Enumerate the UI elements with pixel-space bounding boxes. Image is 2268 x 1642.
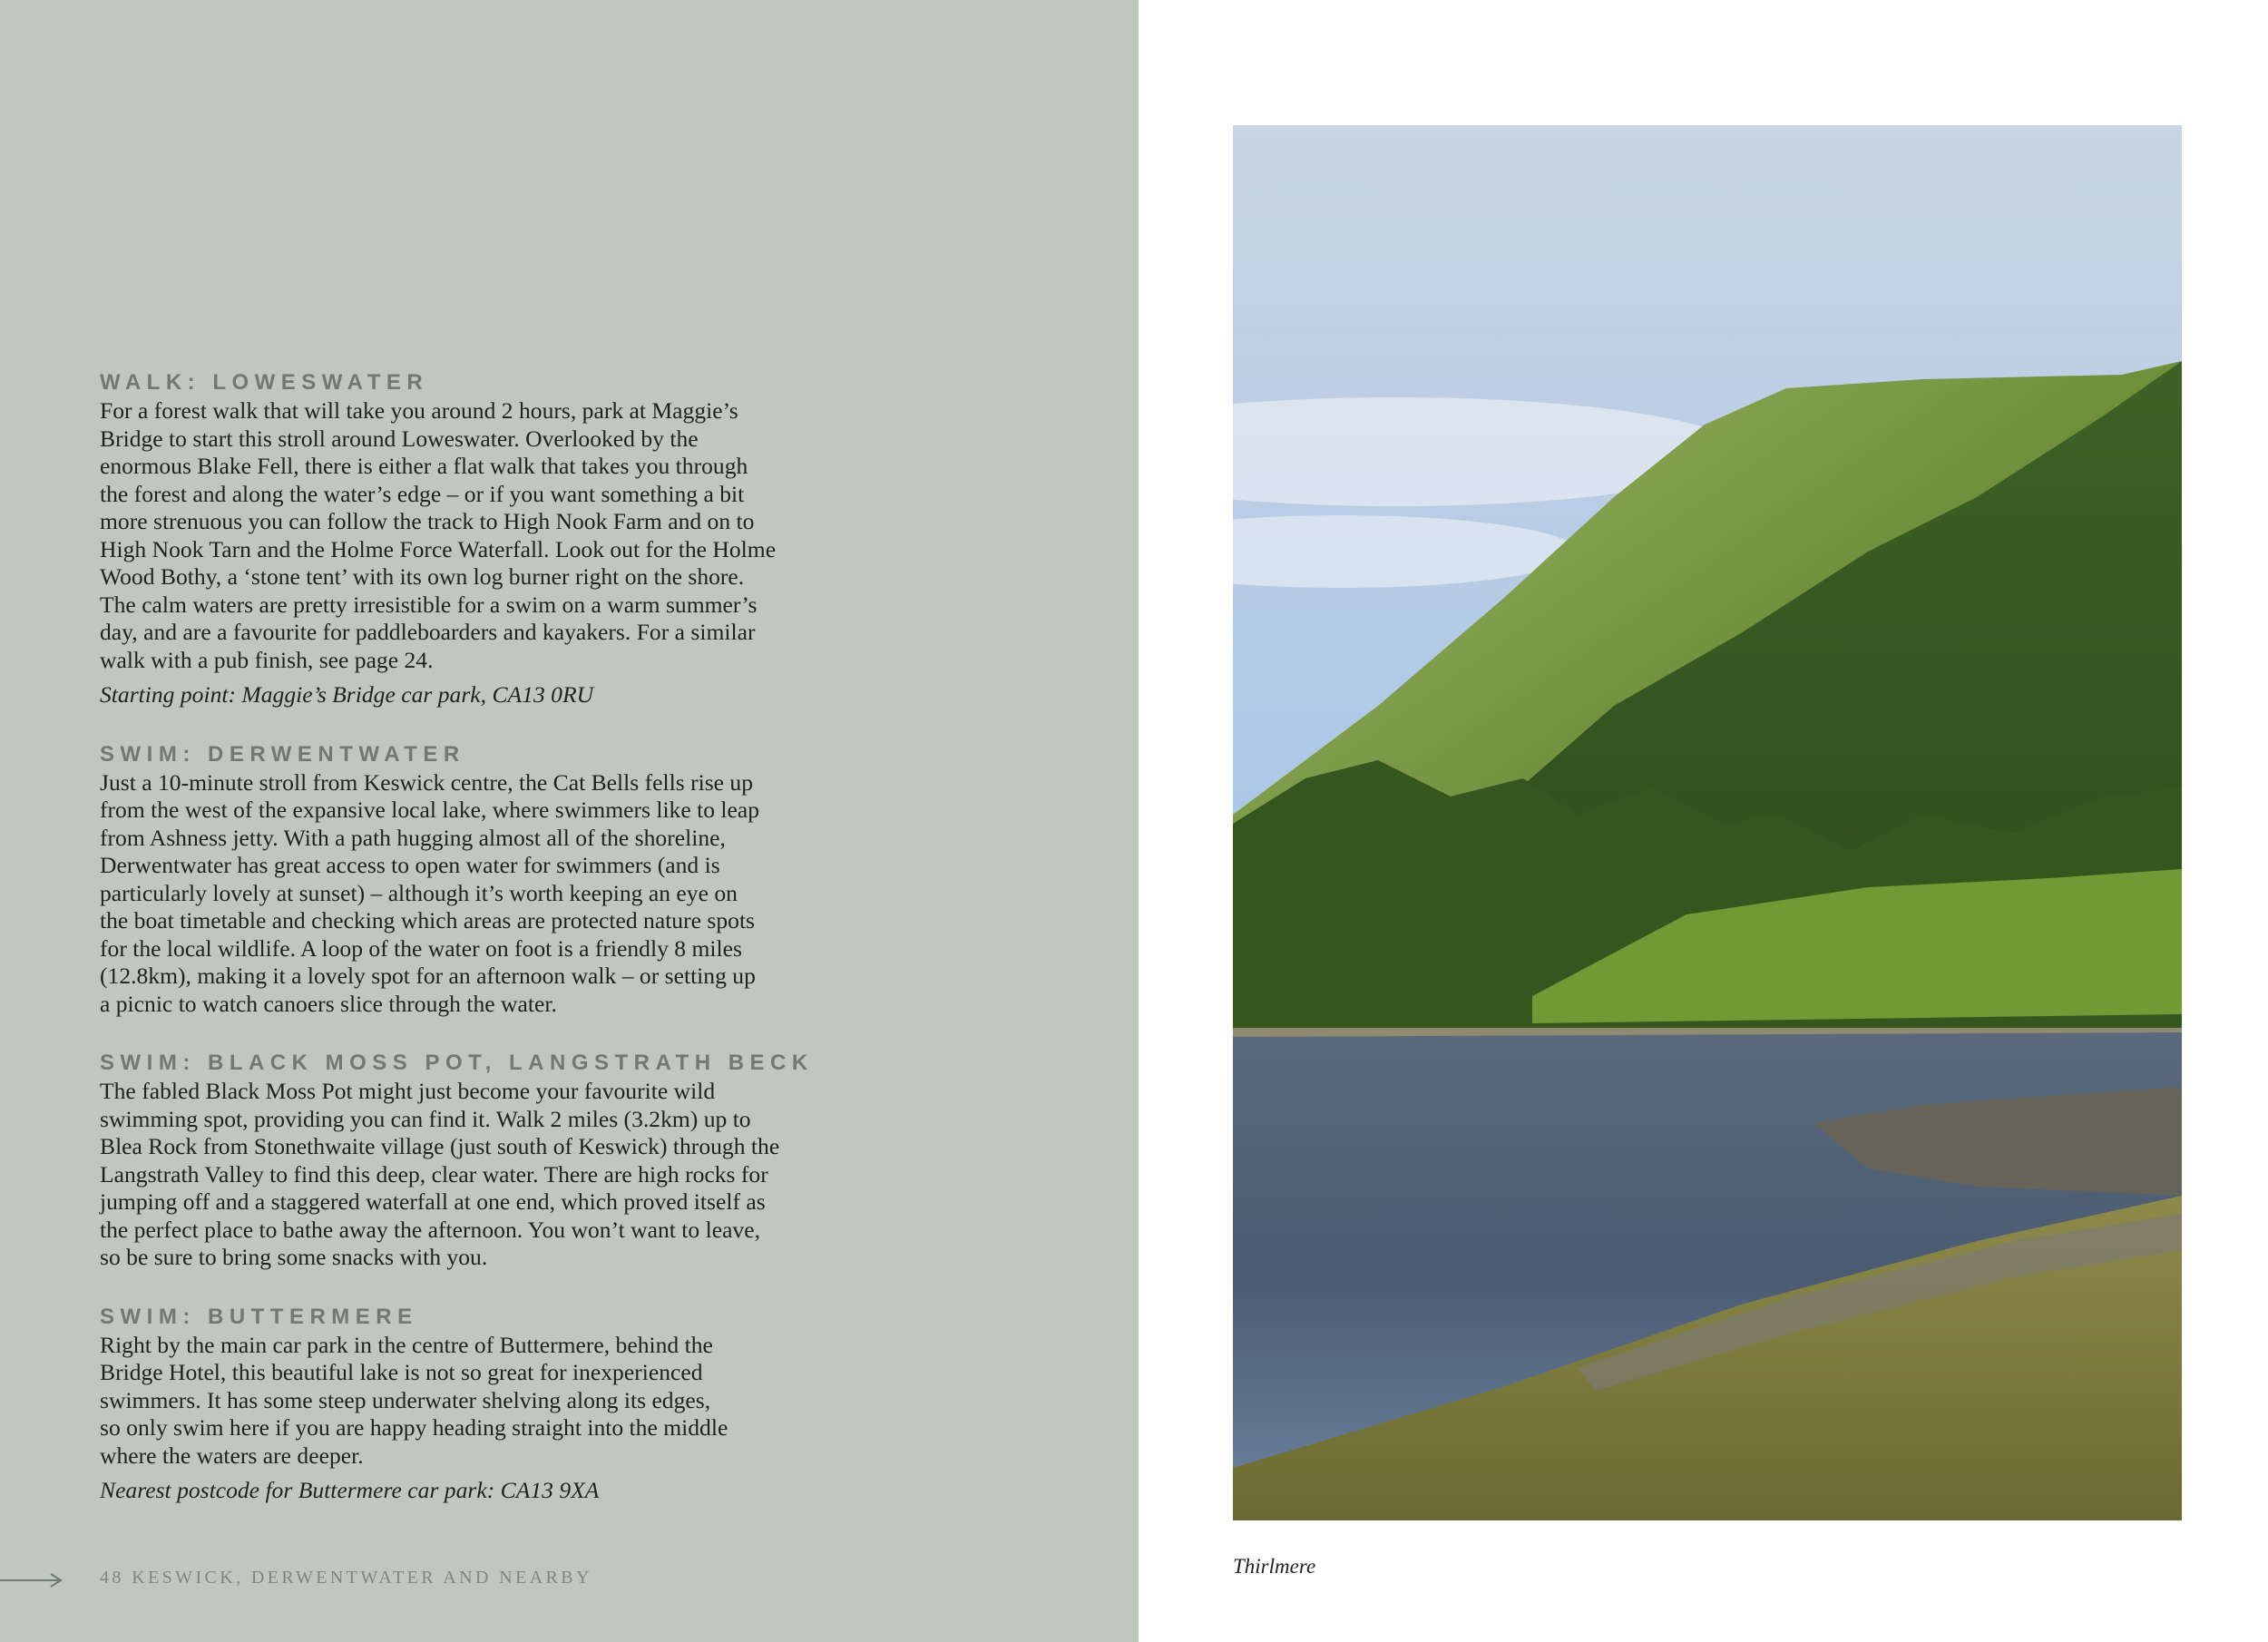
section-body xyxy=(100,1332,862,1471)
body-line: swimming spot, providing you can find it. Walk 2 miles (3.2km) up to xyxy=(100,1105,751,1132)
body-line: Bridge Hotel, this beautiful lake is not so great for inexperienced xyxy=(100,1359,703,1385)
body-line: High Nook Tarn and the Holme Force Waterfall. Look out for the Holme xyxy=(100,535,777,562)
section-swim-buttermere xyxy=(100,1303,862,1505)
body-line: from Ashness jetty. With a path hugging almost all of the shoreline, xyxy=(100,824,726,851)
photo-caption: Thirlmere xyxy=(1233,1555,1316,1578)
arrow-right-icon xyxy=(0,1571,64,1589)
landscape-photo xyxy=(1233,125,2182,1520)
body-line: jumping off and a staggered waterfall at one end, which proved itself as xyxy=(100,1188,766,1215)
section-heading: SWIM: DERWENTWATER xyxy=(100,741,465,767)
body-line: The calm waters are pretty irresistible for a swim on a warm summer’s xyxy=(100,591,758,618)
body-line: more strenuous you can follow the track to High Nook Farm and on to xyxy=(100,508,755,534)
starting-point-note: Starting point: Maggie’s Bridge car park, CA13 0RU xyxy=(100,681,594,708)
body-line: Langstrath Valley to find this deep, clear water. There are high rocks for xyxy=(100,1160,768,1188)
postcode-note: Nearest postcode for Buttermere car park: CA13 9XA xyxy=(100,1477,600,1503)
section-swim-derwentwater xyxy=(100,740,862,1019)
body-line: a picnic to watch canoers slice through the water. xyxy=(100,990,557,1017)
body-line: enormous Blake Fell, there is either a flat walk that takes you through xyxy=(100,453,748,479)
body-line: from the west of the expansive local lake, where swimmers like to leap xyxy=(100,797,760,823)
body-line: (12.8km), making it a lovely spot for an afternoon walk – or setting up xyxy=(100,963,756,989)
body-line: the perfect place to bathe away the afternoon. You won’t want to leave, xyxy=(100,1216,760,1243)
section-heading: WALK: LOWESWATER xyxy=(100,370,429,395)
section-body xyxy=(100,769,862,1019)
section-body xyxy=(100,1078,862,1272)
body-line: Wood Bothy, a ‘stone tent’ with its own log burner right on the shore. xyxy=(100,563,745,590)
body-line: the forest and along the water’s edge – or if you want something a bit xyxy=(100,480,745,507)
section-walk-loweswater xyxy=(100,368,862,709)
body-line: The fabled Black Moss Pot might just become your favourite wild xyxy=(100,1078,716,1104)
body-line: Derwentwater has great access to open water for swimmers (and is xyxy=(100,852,720,878)
body-line: Bridge to start this stroll around Loweswater. Overlooked by the xyxy=(100,425,699,452)
section-heading: SWIM: BLACK MOSS POT, LANGSTRATH BECK xyxy=(100,1051,814,1075)
thirlmere-photo-illustration xyxy=(1233,125,2182,1520)
body-line: so be sure to bring some snacks with you. xyxy=(100,1244,488,1270)
section-heading: SWIM: BUTTERMERE xyxy=(100,1304,418,1329)
body-line: Just a 10-minute stroll from Keswick centre, the Cat Bells fells rise up xyxy=(100,768,754,796)
body-line: swimmers. It has some steep underwater shelving along its edges, xyxy=(100,1386,711,1413)
body-line: the boat timetable and checking which areas are protected nature spots xyxy=(100,907,756,933)
body-line: Right by the main car park in the centre of Buttermere, behind the xyxy=(100,1331,713,1358)
body-line: particularly lovely at sunset) – although it’s worth keeping an eye on xyxy=(100,879,738,906)
body-line: where the waters are deeper. xyxy=(100,1442,364,1469)
body-line: for the local wildlife. A loop of the water on foot is a friendly 8 miles xyxy=(100,934,742,962)
section-body xyxy=(100,397,862,674)
body-line: day, and are a favourite for paddleboarders and kayakers. For a similar xyxy=(100,619,756,645)
body-line: For a forest walk that will take you around 2 hours, park at Maggie’s xyxy=(100,397,738,424)
page-footer: 48 KESWICK, DERWENTWATER AND NEARBY xyxy=(100,1568,592,1588)
body-line: Blea Rock from Stonethwaite village (just south of Keswick) through the xyxy=(100,1133,780,1159)
section-swim-black-moss-pot xyxy=(100,1049,862,1272)
body-line: so only swim here if you are happy heading straight into the middle xyxy=(100,1414,728,1441)
body-line: walk with a pub finish, see page 24. xyxy=(100,646,434,673)
text-column xyxy=(100,368,862,1505)
